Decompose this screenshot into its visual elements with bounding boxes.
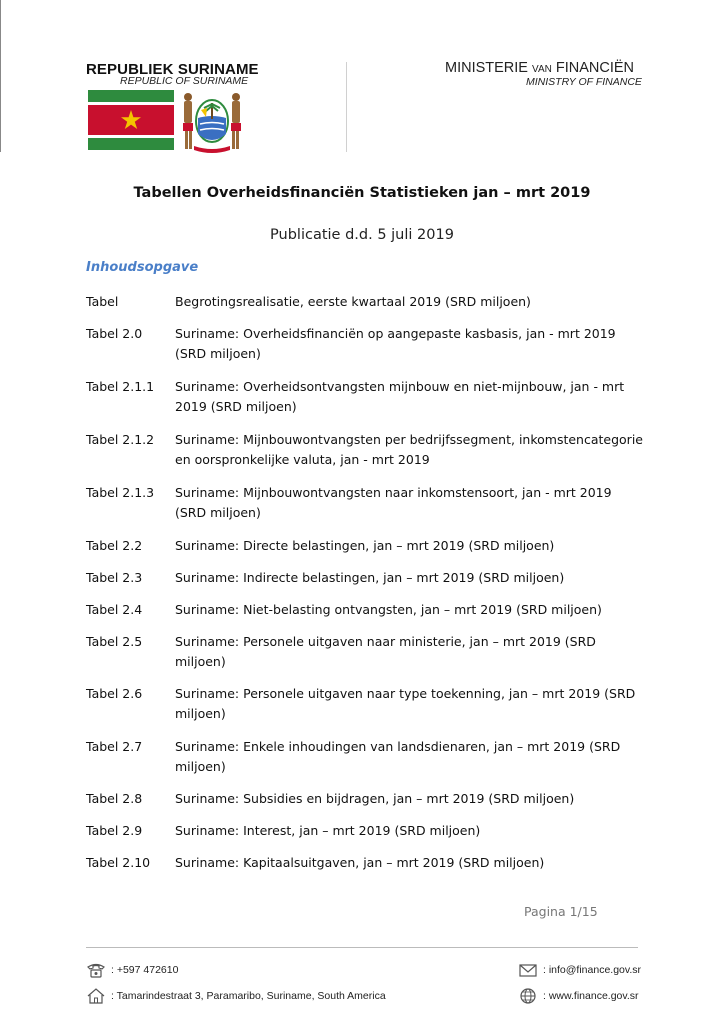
toc-entry-description: Suriname: Niet-belasting ontvangsten, jan – mrt 2019 (SRD miljoen) [175,602,602,617]
toc-entry-description: Suriname: Overheidsfinanciën op aangepaste kasbasis, jan - mrt 2019 (SRD miljoen) [175,326,616,361]
toc-entry-description: Suriname: Mijnbouwontvangsten per bedrijfssegment, inkomstencategorie en oorspronkelijke valuta, jan - mrt 2019 [175,432,643,467]
footer-address [86,987,386,1005]
toc-entry-description: Suriname: Kapitaalsuitgaven, jan – mrt 2019 (SRD miljoen) [175,855,545,870]
republic-title-en: REPUBLIC OF SURINAME [120,75,249,87]
document-title: Tabellen Overheidsfinanciën Statistieken jan – mrt 2019 [133,185,591,201]
suriname-flag [88,90,174,150]
toc-entry-id: Tabel 2.4 [86,602,143,617]
globe-icon [518,987,538,1005]
toc-entry-id: Tabel 2.5 [86,634,143,649]
header-divider [346,62,347,152]
toc-entry-id: Tabel 2.1.2 [86,432,155,447]
ministry-title-part1: MINISTERIE [445,60,533,76]
toc-entry-id: Tabel 2.2 [86,538,143,553]
toc-entry [86,568,646,588]
toc-entry [86,821,646,841]
toc-entry-id: Tabel 2.0 [86,326,143,341]
toc-entry-description: Suriname: Directe belastingen, jan – mrt 2019 (SRD miljoen) [175,538,555,553]
toc-entry-id: Tabel 2.7 [86,739,143,754]
home-icon [86,987,106,1005]
toc-entry-description: Suriname: Enkele inhoudingen van landsdienaren, jan – mrt 2019 (SRD miljoen) [175,739,621,774]
footer-phone [86,961,178,979]
footer-divider [86,947,638,948]
toc-entry-description: Suriname: Overheidsontvangsten mijnbouw en niet-mijnbouw, jan - mrt 2019 (SRD miljoen) [175,379,625,414]
toc-entry [86,536,646,556]
page-number: Pagina 1/15 [524,904,598,919]
table-of-contents [86,292,646,873]
toc-entry-id: Tabel 2.8 [86,791,143,806]
toc-entry-id: Tabel 2.1.1 [86,379,155,394]
toc-entry-id: Tabel 2.6 [86,686,143,701]
footer-email [518,961,641,979]
toc-entry-description: Suriname: Mijnbouwontvangsten naar inkomstensoort, jan - mrt 2019 (SRD miljoen) [175,485,612,520]
republic-title-nl: REPUBLIEK SURINAME [86,61,259,78]
toc-entry-description: Suriname: Subsidies en bijdragen, jan – mrt 2019 (SRD miljoen) [175,791,575,806]
phone-icon [86,961,106,979]
toc-entry [86,853,646,873]
toc-entry-description: Suriname: Personele uitgaven naar type toekenning, jan – mrt 2019 (SRD miljoen) [175,686,636,721]
address-text: : Tamarindestraat 3, Paramaribo, Suriname, South America [111,990,386,1002]
toc-entry-id: Tabel 2.9 [86,823,143,838]
page-edge-line [0,0,1,152]
publication-date: Publicatie d.d. 5 juli 2019 [270,227,454,243]
toc-entry-description: Suriname: Personele uitgaven naar ministerie, jan – mrt 2019 (SRD miljoen) [175,634,596,669]
toc-entry-id: Tabel [86,294,119,309]
ministry-title-en: MINISTRY OF FINANCE [526,76,642,88]
toc-entry [86,789,646,809]
toc-entry [86,684,646,724]
toc-heading: Inhoudsopgave [86,260,199,275]
toc-entry-id: Tabel 2.1.3 [86,485,155,500]
mail-icon [518,961,538,979]
ministry-title-van: VAN [532,64,552,75]
email-link[interactable]: : info@finance.gov.sr [543,964,642,976]
coat-of-arms-emblem [176,88,248,154]
toc-entry [86,430,646,470]
toc-entry-description: Suriname: Interest, jan – mrt 2019 (SRD miljoen) [175,823,481,838]
toc-entry [86,292,646,312]
ministry-title-nl [445,60,634,76]
toc-entry-description: Suriname: Indirecte belastingen, jan – mrt 2019 (SRD miljoen) [175,570,565,585]
toc-entry [86,483,646,523]
phone-number: : +597 472610 [111,964,179,976]
ministry-title-part2: FINANCIËN [551,60,635,76]
toc-entry [86,377,646,417]
website-link[interactable]: : www.finance.gov.sr [543,990,639,1002]
toc-entry-id: Tabel 2.10 [86,855,151,870]
toc-entry [86,737,646,777]
toc-entry [86,324,646,364]
footer-website [518,987,639,1005]
toc-entry-id: Tabel 2.3 [86,570,143,585]
toc-entry [86,632,646,672]
toc-entry-description: Begrotingsrealisatie, eerste kwartaal 2019 (SRD miljoen) [175,294,531,309]
toc-entry [86,600,646,620]
